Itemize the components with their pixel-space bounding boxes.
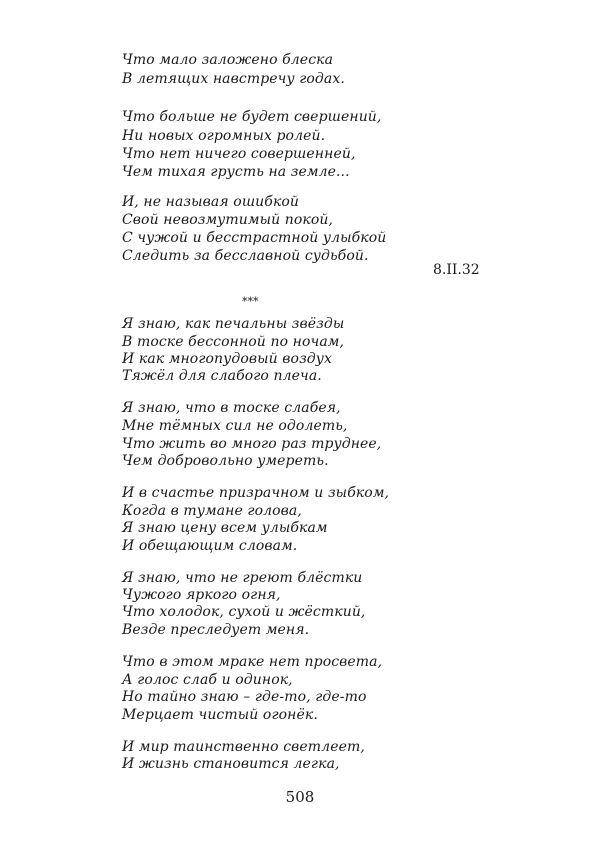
poem-line: Везде преследует меня. (122, 622, 310, 638)
poem-line: Чем тихая грусть на земле... (122, 164, 350, 180)
poem-line: С чужой и бесстрастной улыбкой (122, 230, 387, 246)
page-number: 508 (285, 788, 315, 806)
poem-line: И обещающим словам. (122, 538, 298, 554)
poem-line: И в счастье призрачном и зыбком, (122, 485, 390, 501)
poem-line: А голос слаб и одинок, (122, 672, 293, 688)
poem-line: Я знаю цену всем улыбкам (122, 520, 328, 536)
poem-line: В тоске бессонной по ночам, (122, 334, 345, 350)
poem-line: Что больше не будет свершений, (122, 109, 382, 125)
poem-line: Ни новых огромных ролей. (122, 128, 326, 144)
poem-line: Что в этом мраке нет просвета, (122, 654, 383, 670)
poem-line: Что нет ничего совершенней, (122, 146, 356, 162)
poem-line: Чужого яркого огня, (122, 587, 281, 603)
poem-line: И жизнь становится легка, (122, 756, 340, 772)
poem-line: В летящих навстречу годах. (122, 71, 345, 87)
poem-line: Я знаю, что в тоске слабея, (122, 400, 341, 416)
poem-line: Мерцает чистый огонёк. (122, 707, 318, 723)
poem-line: И, не называя ошибкой (122, 194, 300, 210)
poem-line: Но тайно знаю – где-то, где-то (122, 689, 367, 705)
poem-line: Следить за бесславной судьбой. (122, 248, 369, 264)
poem-line: Что мало заложено блеска (122, 52, 334, 68)
poem-line: И как многопудовый воздух (122, 351, 332, 367)
section-separator: *** (242, 295, 259, 308)
poem-line: Когда в тумане голова, (122, 503, 302, 519)
poem-line: Что холодок, сухой и жёсткий, (122, 604, 366, 620)
poem-line: Мне тёмных сил не одолеть, (122, 418, 348, 434)
poem-line: Я знаю, что не греют блёстки (122, 570, 363, 586)
poem-line: Я знаю, как печальны звёзды (122, 316, 345, 332)
poem-line: И мир таинственно светлеет, (122, 739, 365, 755)
poem-line: Чем добровольно умереть. (122, 453, 329, 469)
poem-line: Свой невозмутимый покой, (122, 212, 334, 228)
poem-date: 8.II.32 (433, 262, 480, 278)
poem-line: Тяжёл для слабого плеча. (122, 368, 322, 384)
poem-line: Что жить во много раз труднее, (122, 436, 382, 452)
